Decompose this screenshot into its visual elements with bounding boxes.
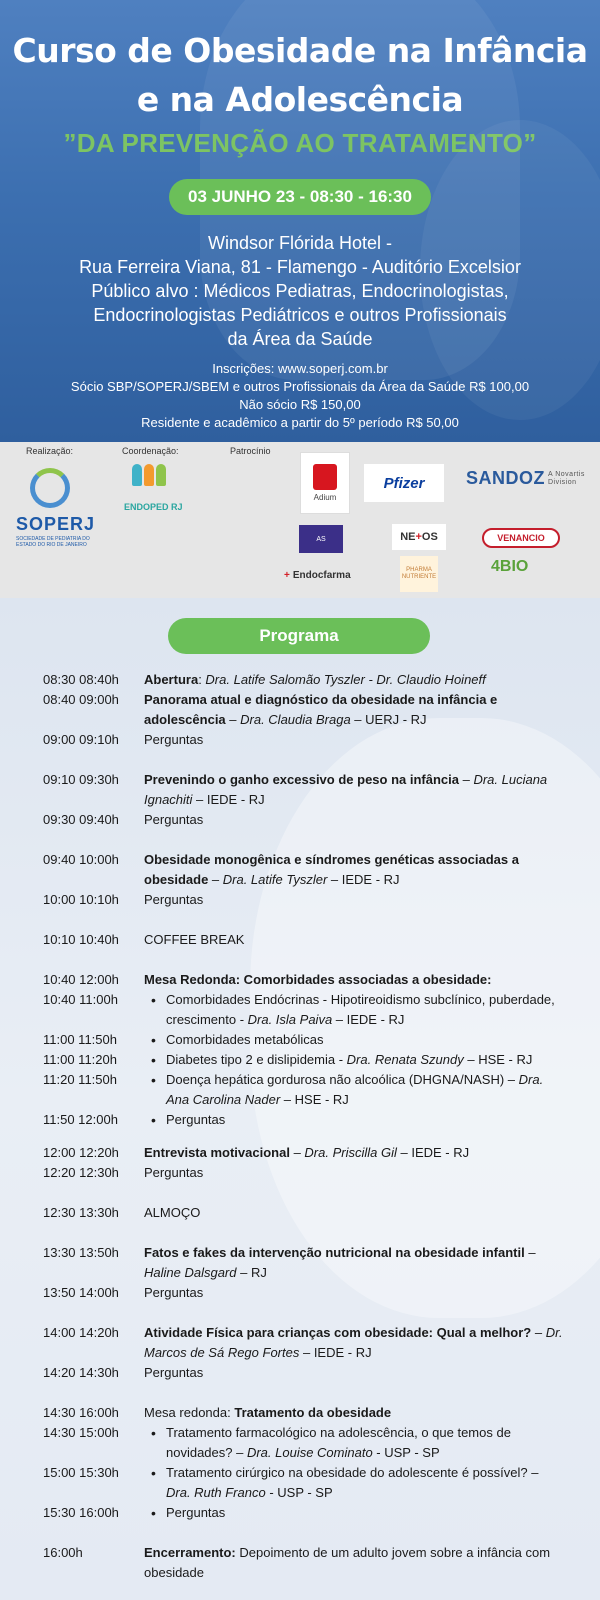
sponsor-band: [0, 442, 600, 598]
session-text: Perguntas: [144, 1365, 204, 1380]
session-text: Perguntas: [144, 812, 204, 827]
session-text: –: [458, 772, 474, 787]
schedule-description: [144, 770, 564, 810]
schedule-description: [144, 1283, 564, 1303]
speaker-name: Dra. Ana Carolina Nader: [166, 1072, 544, 1107]
schedule-time: 14:30 15:00h: [43, 1425, 119, 1440]
session-text: Diabetes tipo 2 e dislipidemia -: [166, 1052, 347, 1067]
schedule-description: [144, 1323, 564, 1363]
schedule-time: 11:00 11:50h: [43, 1032, 117, 1047]
schedule-time: 09:00 09:10h: [43, 732, 119, 747]
soperj-tagline: SOCIEDADE DE PEDIATRIA DO ESTADO DO RIO DE JANEIRO: [16, 536, 90, 548]
speaker-name: Dra. Renata Szundy: [346, 1052, 464, 1067]
speaker-name: Dra. Latife Tyszler: [222, 872, 328, 887]
session-text: Perguntas: [144, 1285, 204, 1300]
session-text: –: [225, 712, 241, 727]
venue-info: [30, 231, 570, 351]
endocfarma-wordmark: Endocfarma: [292, 570, 351, 581]
schedule-subitem: [166, 1463, 566, 1503]
session-text: – HSE - RJ: [463, 1052, 533, 1067]
session-text: ALMOÇO: [144, 1205, 201, 1220]
schedule-description: [144, 1163, 564, 1183]
session-text: – IEDE - RJ: [327, 872, 400, 887]
program-heading: Programa: [168, 618, 430, 654]
session-text: – HSE - RJ: [280, 1092, 349, 1107]
speaker-name: – Dr. Marcos de Sá Rego Fortes: [144, 1325, 563, 1360]
session-text: Comorbidades metabólicas: [166, 1032, 324, 1047]
session-text: Doença hepática gordurosa não alcoólica (DHGNA/NASH) –: [166, 1072, 519, 1087]
session-title: Entrevista motivacional: [144, 1145, 290, 1160]
asl-logo: AS: [299, 525, 343, 553]
session-text: Tratamento cirúrgico na obesidade do adolescente é possível?: [166, 1465, 532, 1480]
schedule-subitem: [166, 990, 566, 1030]
session-text: – IEDE - RJ: [332, 1012, 405, 1027]
session-text: Comorbidades Endócrinas - Hipotireoidismo subclínico, puberdade, crescimento -: [166, 992, 555, 1027]
date-badge: 03 JUNHO 23 - 08:30 - 16:30: [169, 179, 431, 215]
schedule-time: 13:50 14:00h: [43, 1285, 119, 1300]
course-title: [0, 26, 600, 124]
cross-icon: +: [284, 570, 290, 581]
schedule-description: [144, 810, 564, 830]
pharma-nutriente-logo: PHARMA NUTRIENTE: [400, 556, 438, 592]
schedule-subitem: [166, 1423, 566, 1463]
schedule-time: 08:30 08:40h: [43, 672, 119, 687]
sandoz-wordmark: SANDOZ: [466, 468, 545, 488]
venue-line: Público alvo : Médicos Pediatras, Endocrinologistas,: [91, 281, 509, 301]
registration-link[interactable]: Inscrições: www.soperj.com.br: [212, 361, 388, 376]
schedule-time: 09:30 09:40h: [43, 812, 119, 827]
session-text: – IEDE - RJ: [299, 1345, 372, 1360]
session-text: Mesa redonda:: [144, 1405, 235, 1420]
session-text: - USP - SP: [265, 1485, 333, 1500]
endoped-wordmark: ENDOPED RJ: [124, 502, 183, 512]
adium-logo: [300, 452, 350, 514]
price-line: Não sócio R$ 150,00: [239, 397, 361, 412]
schedule-description: [144, 1203, 564, 1223]
session-text: - USP - SP: [372, 1445, 440, 1460]
patrocinio-label: Patrocínio: [230, 446, 271, 456]
session-text: Perguntas: [166, 1505, 226, 1520]
realizacao-label: Realização:: [26, 446, 74, 456]
schedule-time: 14:20 14:30h: [43, 1365, 119, 1380]
session-text: –: [289, 1145, 305, 1160]
venue-line: Endocrinologistas Pediátricos e outros Profissionais: [93, 305, 507, 325]
endocfarma-logo: [284, 570, 351, 581]
price-line: Residente e acadêmico a partir do 5º período R$ 50,00: [141, 415, 459, 430]
schedule-description: [144, 1143, 564, 1163]
session-title: Obesidade monogênica e síndromes genéticas associadas a obesidade: [144, 852, 519, 887]
speaker-name: – Haline Dalsgard: [144, 1245, 536, 1280]
speaker-name: – Dra. Ruth Franco: [166, 1465, 539, 1500]
session-text: Perguntas: [144, 1165, 204, 1180]
schedule-time: 12:20 12:30h: [43, 1165, 119, 1180]
schedule-subitem: [166, 1503, 566, 1523]
session-text: – UERJ - RJ: [350, 712, 427, 727]
registration-info: [30, 360, 570, 432]
session-title: Prevenindo o ganho excessivo de peso na infância: [144, 772, 459, 787]
schedule-time: 09:10 09:30h: [43, 772, 119, 787]
schedule-description: [144, 730, 564, 750]
adium-mark-icon: [313, 464, 337, 490]
adium-wordmark: Adium: [313, 493, 337, 502]
soperj-wordmark: SOPERJ: [16, 514, 96, 534]
schedule-time: 15:00 15:30h: [43, 1465, 119, 1480]
price-line: Sócio SBP/SOPERJ/SBEM e outros Profissionais da Área da Saúde R$ 100,00: [70, 379, 530, 394]
session-text: :: [198, 672, 206, 687]
schedule-time: 15:30 16:00h: [43, 1505, 119, 1520]
soperj-emblem-icon: [30, 468, 70, 508]
speaker-name: Dra. Claudia Braga: [240, 712, 351, 727]
schedule-description: [144, 670, 564, 690]
session-text: Perguntas: [144, 732, 204, 747]
sandoz-tagline: A Novartis Division: [548, 470, 585, 486]
schedule-description: [144, 1403, 564, 1423]
schedule-time: 14:30 16:00h: [43, 1405, 119, 1420]
schedule-subitem: [166, 1110, 566, 1130]
session-text: Tratamento farmacológico na adolescência, o que temos de novidades? –: [166, 1425, 511, 1460]
schedule-time: 11:50 12:00h: [43, 1112, 118, 1127]
schedule-time: 12:00 12:20h: [43, 1145, 119, 1160]
schedule-description: [144, 970, 564, 990]
cross-icon: +: [415, 531, 422, 543]
speaker-name: Dra. Priscilla Gil: [304, 1145, 397, 1160]
session-text: Perguntas: [166, 1112, 226, 1127]
pfizer-logo: Pfizer: [364, 464, 444, 502]
session-text: COFFEE BREAK: [144, 932, 245, 947]
course-title-line-2: e na Adolescência: [136, 80, 464, 119]
speaker-name: Dra. Luciana Ignachiti: [144, 772, 548, 807]
session-title: Mesa Redonda: Comorbidades associadas a obesidade:: [144, 972, 492, 987]
child-figure-icon: [156, 464, 166, 486]
schedule-description: [144, 850, 564, 890]
schedule-description: [144, 1363, 564, 1383]
child-figure-icon: [132, 464, 142, 486]
session-text: – IEDE - RJ: [396, 1145, 470, 1160]
venue-line: Rua Ferreira Viana, 81 - Flamengo - Auditório Excelsior: [79, 257, 521, 277]
schedule-time: 14:00 14:20h: [43, 1325, 119, 1340]
venancio-logo: VENANCIO: [482, 528, 560, 548]
nexos-part: OS: [421, 531, 438, 543]
schedule-time: 12:30 13:30h: [43, 1205, 119, 1220]
session-text: –: [208, 872, 223, 887]
schedule-time: 11:00 11:20h: [43, 1052, 117, 1067]
course-subtitle: ”DA PREVENÇÃO AO TRATAMENTO”: [63, 128, 537, 158]
session-text: – RJ: [236, 1265, 267, 1280]
nexos-logo: [392, 524, 446, 550]
session-title: Encerramento:: [144, 1545, 236, 1560]
schedule-time: 10:40 12:00h: [43, 972, 119, 987]
schedule-time: 11:20 11:50h: [43, 1072, 117, 1087]
schedule-description: [144, 1243, 564, 1283]
session-title: Panorama atual e diagnóstico da obesidade na infância e adolescência: [144, 692, 498, 727]
schedule-description: [144, 1543, 564, 1583]
schedule-description: [144, 930, 564, 950]
session-title: Atividade Física para crianças com obesidade: Qual a melhor?: [144, 1325, 532, 1340]
4bio-logo: 4BIO: [491, 558, 529, 575]
schedule-time: 10:00 10:10h: [43, 892, 119, 907]
child-figure-icon: [144, 464, 154, 486]
schedule-subitem: [166, 1070, 566, 1110]
schedule-description: [144, 890, 564, 910]
session-text: Perguntas: [144, 892, 204, 907]
schedule-subitem: [166, 1030, 566, 1050]
schedule-time: 10:10 10:40h: [43, 932, 119, 947]
course-title-line-1: Curso de Obesidade na Infância: [12, 31, 588, 70]
schedule-time: 08:40 09:00h: [43, 692, 119, 707]
session-title: Abertura: [144, 672, 199, 687]
speaker-name: Dra. Isla Paiva: [247, 1012, 333, 1027]
coordenacao-label: Coordenação:: [122, 446, 179, 456]
speaker-name: Dra. Louise Cominato: [246, 1445, 373, 1460]
schedule-time: 13:30 13:50h: [43, 1245, 119, 1260]
venue-line: Windsor Flórida Hotel -: [207, 233, 393, 253]
nexos-part: NE: [400, 531, 416, 543]
session-title: Tratamento da obesidade: [234, 1405, 392, 1420]
speaker-name: Dra. Latife Salomão Tyszler - Dr. Claudio Hoineff: [205, 672, 486, 687]
schedule-subitem: [166, 1050, 566, 1070]
schedule-description: [144, 690, 564, 730]
header-banner: [0, 0, 600, 442]
session-title: Fatos e fakes da intervenção nutricional na obesidade infantil: [144, 1245, 525, 1260]
session-text: – IEDE - RJ: [192, 792, 265, 807]
schedule-time: 10:40 11:00h: [43, 992, 118, 1007]
schedule-time: 09:40 10:00h: [43, 852, 119, 867]
session-text: Depoimento de um adulto jovem sobre a infância com obesidade: [144, 1545, 551, 1580]
schedule-time: 16:00h: [43, 1545, 83, 1560]
venue-line: da Área da Saúde: [227, 329, 373, 349]
sandoz-logo: [466, 468, 600, 489]
